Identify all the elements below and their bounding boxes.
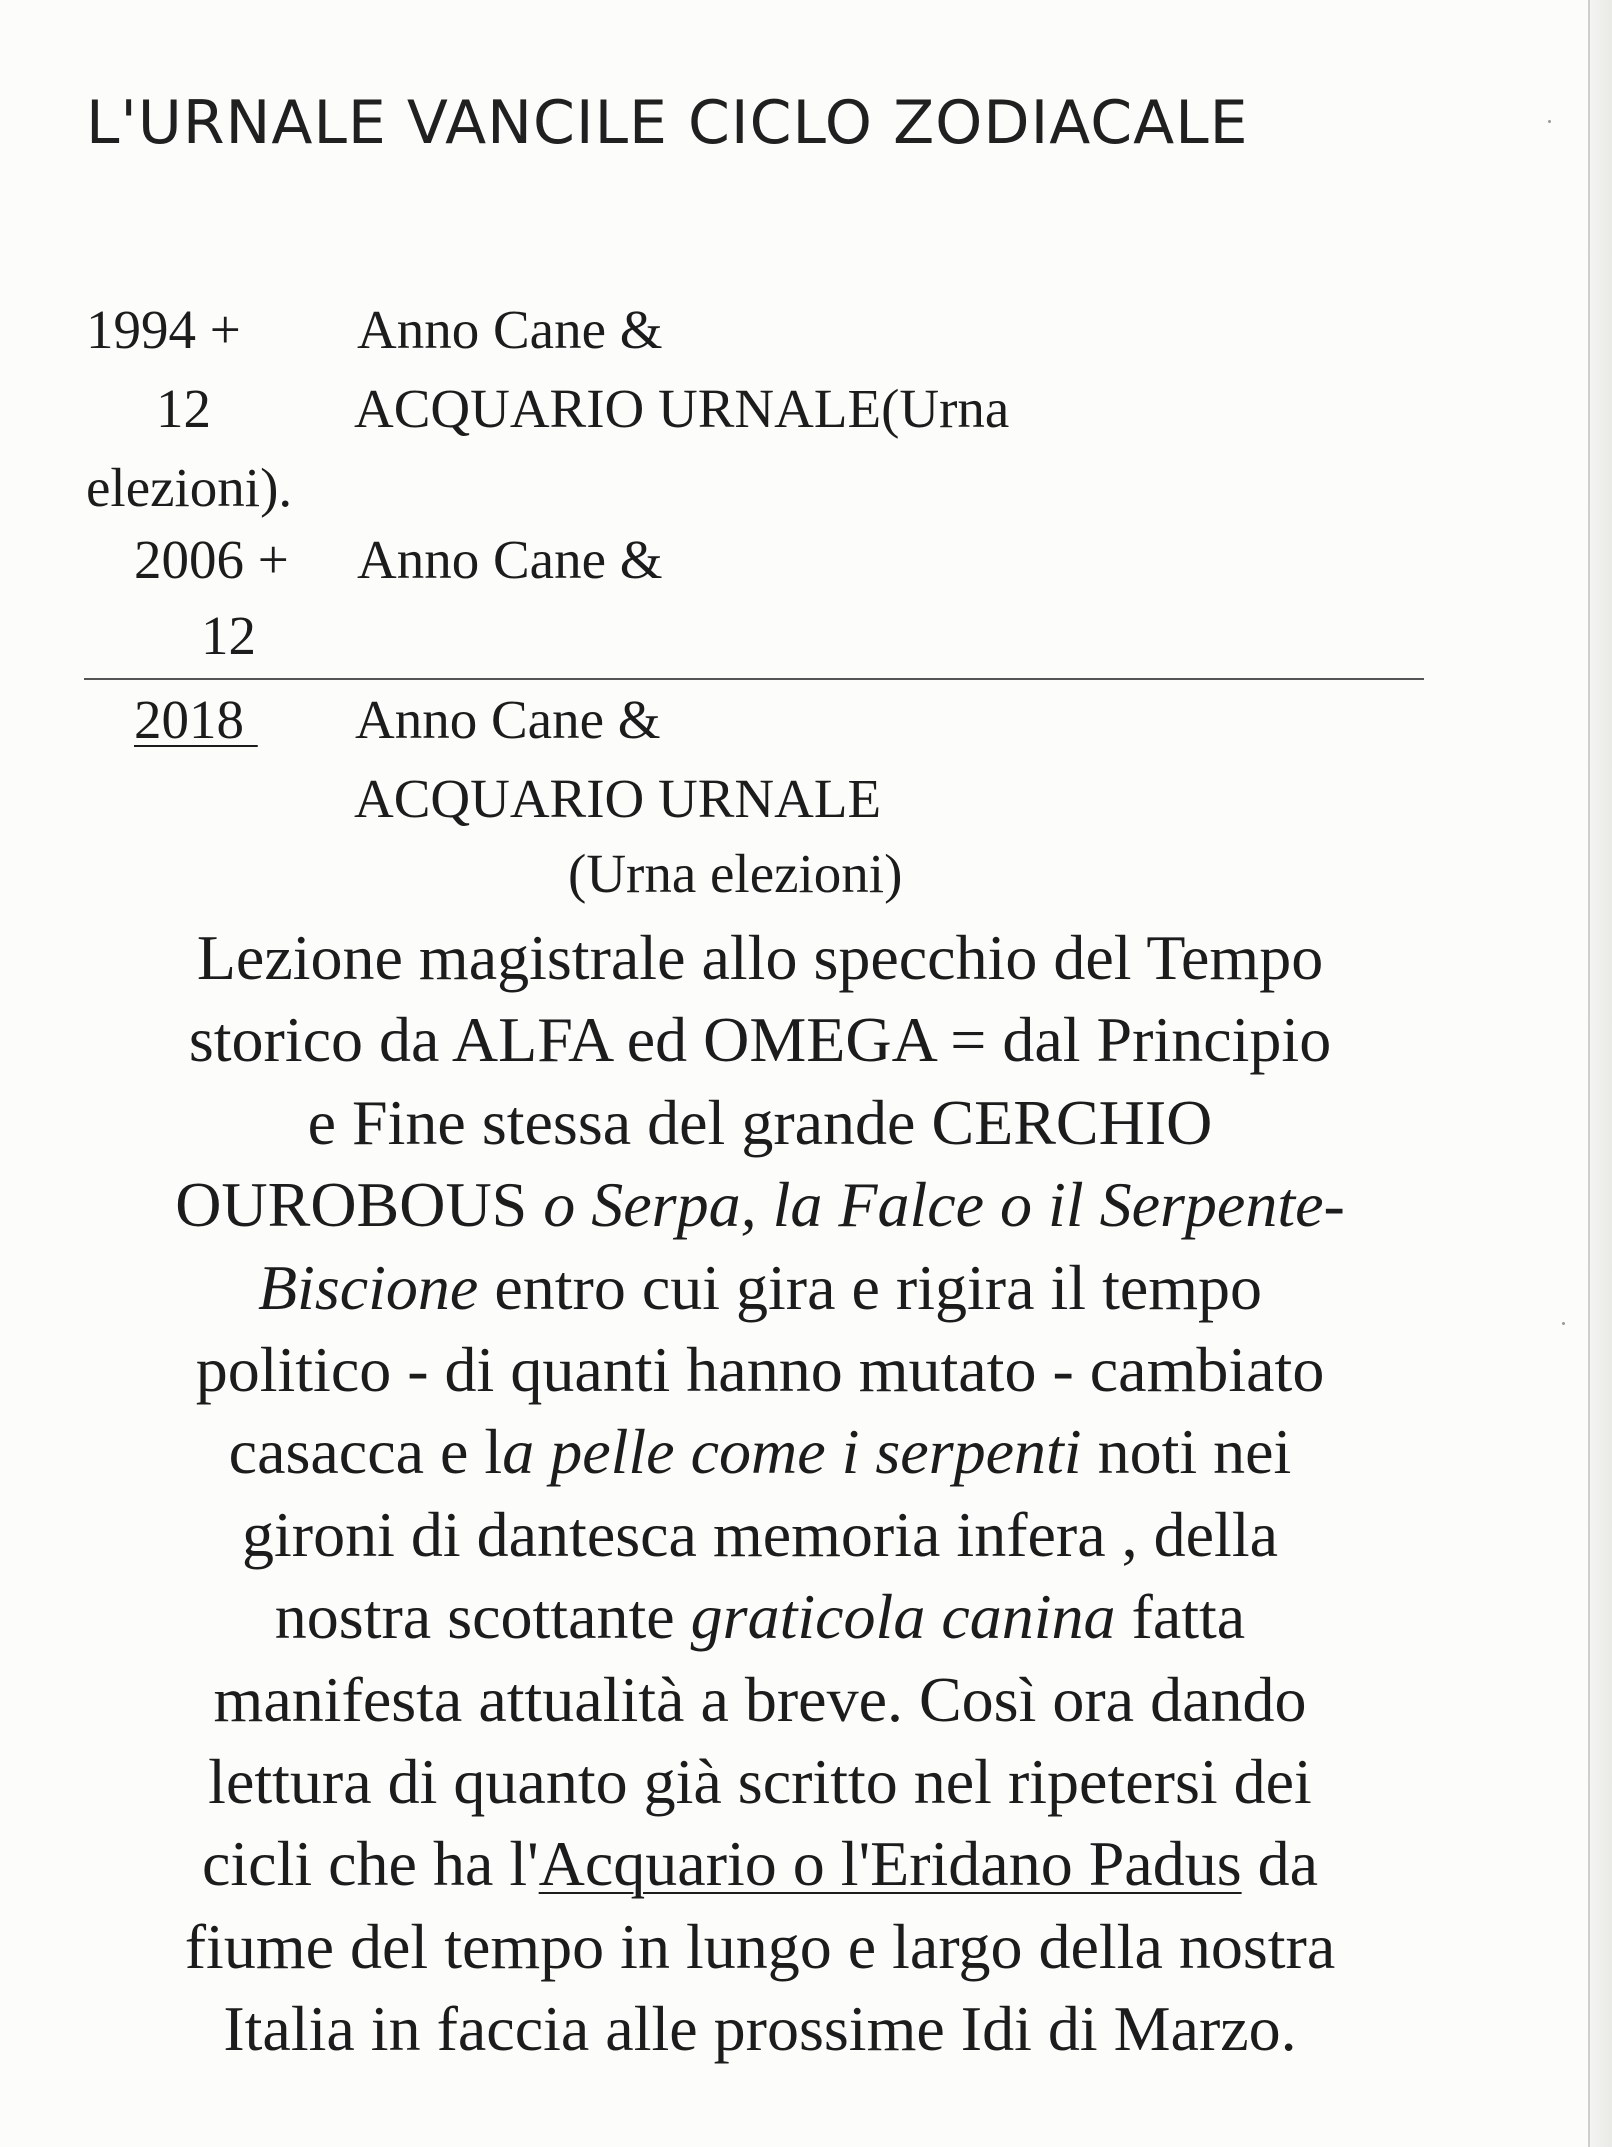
body-line: politico - di quanti hanno mutato - cambiato [195, 1334, 1325, 1406]
body-line: gironi di dantesca memoria infera , della [241, 1498, 1279, 1570]
body-line [70, 1576, 1450, 1658]
body-text: OUROBOUS [175, 1169, 544, 1241]
row3-year-underline-tail [244, 692, 284, 747]
row1-continuation: elezioni). [86, 457, 293, 518]
body-line [70, 1823, 1450, 1905]
row3-desc-line2: ACQUARIO URNALE [354, 768, 882, 829]
body-line: lettura di quanto già scritto nel ripetersi dei [208, 1746, 1312, 1818]
row1-desc-line2: ACQUARIO URNALE(Urna [354, 378, 1010, 439]
body-text: da [1241, 1828, 1319, 1900]
italic-text: graticola canina [690, 1581, 1116, 1653]
body-text: nostra scottante [274, 1581, 691, 1653]
italic-text: o Serpa, la Falce o il Serpente- [543, 1169, 1345, 1241]
body-line: storico da ALFA ed OMEGA = dal Principio [188, 1004, 1332, 1076]
body-text: cicli che ha l' [201, 1828, 539, 1900]
body-text: entro cui gira e rigira il tempo [478, 1251, 1263, 1323]
body-line [70, 1164, 1450, 1246]
body-line [70, 1411, 1450, 1493]
underlined-text: Acquario o l'Eridano Padus [538, 1828, 1242, 1900]
body-text: noti nei [1081, 1416, 1292, 1488]
body-line: e Fine stessa del grande CERCHIO [307, 1086, 1213, 1158]
row1-desc-line1: Anno Cane & [357, 299, 663, 360]
body-line: fiume del tempo in lungo e largo della nostra [184, 1910, 1336, 1982]
row2-plus: 12 [201, 605, 256, 666]
table-divider [84, 678, 1424, 680]
scan-speck [1548, 120, 1551, 123]
row1-year: 1994 + [86, 299, 241, 360]
row2-year: 2006 + [134, 529, 289, 590]
body-line: Italia in faccia alle prossime Idi di Marzo. [223, 1993, 1297, 2065]
scan-edge [1588, 0, 1612, 2147]
row3-desc-line1: Anno Cane & [355, 689, 661, 750]
body-line [70, 1247, 1450, 1329]
italic-text: Biscione [257, 1251, 479, 1323]
body-paragraph [70, 917, 1450, 2071]
body-text: casacca e l [228, 1416, 503, 1488]
scan-speck [1562, 1322, 1565, 1325]
italic-text: a pelle come i serpenti [502, 1416, 1082, 1488]
row3-desc-line3: (Urna elezioni) [568, 843, 903, 904]
body-line: manifesta attualità a breve. Così ora dando [213, 1663, 1307, 1735]
body-line: Lezione magistrale allo specchio del Tempo [196, 922, 1324, 993]
row2-desc-line1: Anno Cane & [357, 529, 663, 590]
body-text: fatta [1115, 1581, 1246, 1653]
row3-year: 2018 [134, 689, 244, 750]
row1-plus: 12 [156, 378, 211, 439]
page-title: L'URNALE VANCILE CICLO ZODIACALE [86, 88, 1249, 158]
